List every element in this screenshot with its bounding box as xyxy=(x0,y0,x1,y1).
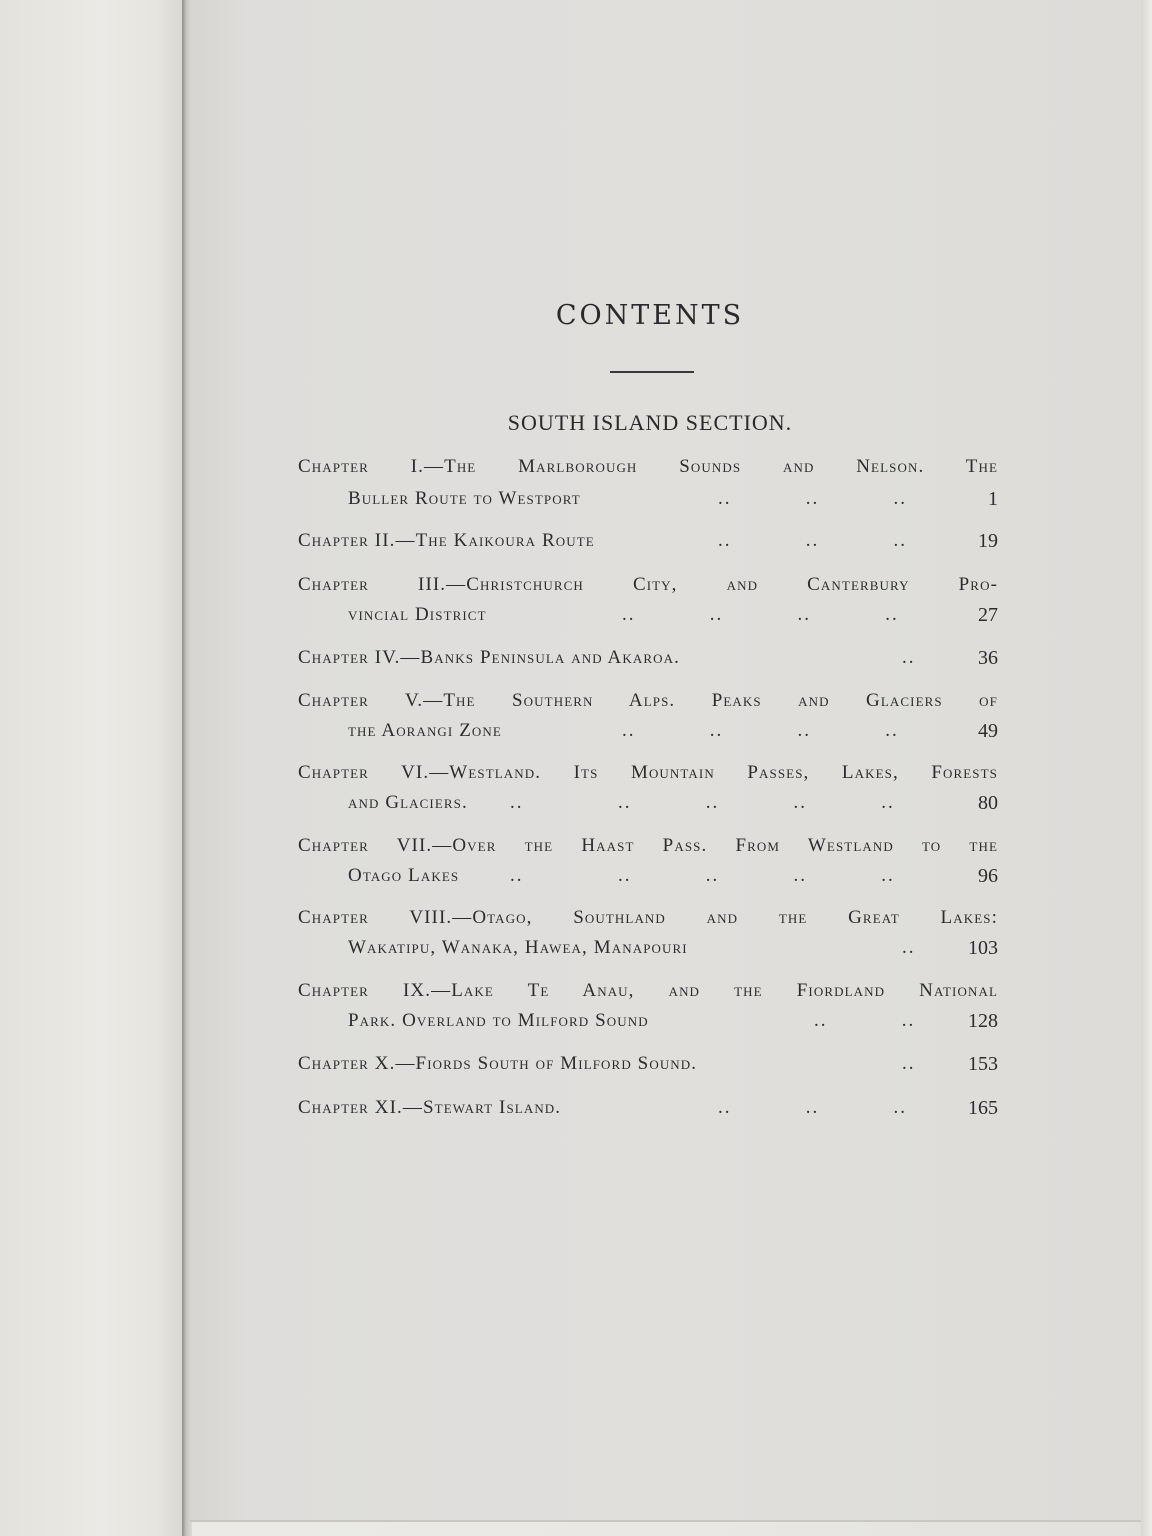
page-number: 103 xyxy=(968,937,998,959)
toc-entry-title: Chapter V.—The Southern Alps. Peaks and Glaciers of xyxy=(298,690,998,711)
page-number: 165 xyxy=(968,1097,998,1119)
toc-entry-title: Chapter II.—The Kaikoura Route xyxy=(298,530,595,551)
page-number: 153 xyxy=(968,1053,998,1075)
toc-entry-continuation: Park. Overland to Milford Sound xyxy=(348,1010,649,1031)
leader-dots: .. xyxy=(902,1053,916,1074)
toc-entry-title: Chapter XI.—Stewart Island. xyxy=(298,1097,562,1118)
section-heading: SOUTH ISLAND SECTION. xyxy=(507,410,793,435)
toc-entry-title: Chapter VI.—Westland. Its Mountain Passes, Lakes, Forests xyxy=(298,762,998,783)
toc-entry-continuation: Wakatipu, Wanaka, Hawea, Manapouri xyxy=(348,937,688,958)
toc-entry-title: Chapter VII.—Over the Haast Pass. From Westland to the xyxy=(298,835,998,856)
toc-entry-title: Chapter IX.—Lake Te Anau, and the Fiordland National xyxy=(298,980,998,1001)
toc-entry-continuation: and Glaciers. xyxy=(348,792,468,813)
contents-page xyxy=(190,0,1144,1522)
title-rule xyxy=(610,371,694,373)
leader-dots: .. .. .. xyxy=(718,488,907,509)
page-number: 80 xyxy=(978,792,998,814)
leader-dots: .. .. .. xyxy=(718,1097,907,1118)
page-number: 27 xyxy=(978,604,998,626)
page-title: CONTENTS xyxy=(555,300,745,331)
page-number: 36 xyxy=(978,647,998,669)
toc-entry-title: Chapter III.—Christchurch City, and Canterbury Pro- xyxy=(298,574,998,595)
toc-entry-title: Chapter VIII.—Otago, Southland and the Great Lakes: xyxy=(298,907,998,928)
leader-dots: .. .. xyxy=(814,1010,916,1031)
leader-dots: .. xyxy=(902,647,916,668)
leader-dots: .. .. .. .. xyxy=(622,604,899,625)
page-edge xyxy=(1141,0,1152,1536)
left-page xyxy=(0,0,184,1536)
page-number: 96 xyxy=(978,865,998,887)
leader-dots: .. .. .. xyxy=(718,530,907,551)
page-number: 19 xyxy=(978,530,998,552)
toc-entry-continuation: Otago Lakes xyxy=(348,865,460,886)
toc-entry-title: Chapter X.—Fiords South of Milford Sound. xyxy=(298,1053,698,1074)
toc-entry-title: Chapter I.—The Marlborough Sounds and Nelson. The xyxy=(298,456,998,477)
leader-dots: .. .. .. .. xyxy=(622,720,899,741)
leader-dots: .. .. .. .. .. xyxy=(510,865,895,886)
leader-dots: .. xyxy=(902,937,916,958)
page-number: 1 xyxy=(988,488,998,510)
toc-entry-continuation: vincial District xyxy=(348,604,487,625)
toc-entry-continuation: the Aorangi Zone xyxy=(348,720,502,741)
leader-dots: .. .. .. .. .. xyxy=(510,792,895,813)
toc-entry-continuation: Buller Route to Westport xyxy=(348,488,581,509)
page-number: 49 xyxy=(978,720,998,742)
page-number: 128 xyxy=(968,1010,998,1032)
toc-entry-title: Chapter IV.—Banks Peninsula and Akaroa. xyxy=(298,647,680,668)
